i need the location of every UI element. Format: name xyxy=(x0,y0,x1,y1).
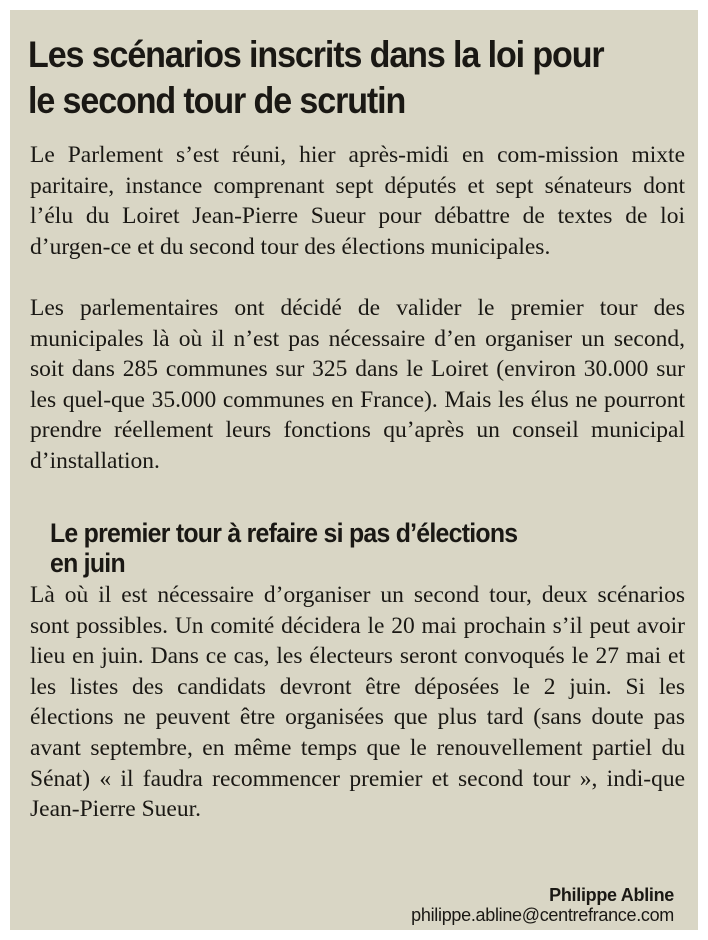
author-email: philippe.abline@centrefrance.com xyxy=(411,905,674,925)
article-body-first-round xyxy=(30,293,685,477)
article-panel xyxy=(10,10,698,930)
article-headline: Les scénarios inscrits dans la loi pour le second tour de scrutin xyxy=(28,34,604,121)
article-body-scenarios xyxy=(30,580,685,825)
article-body-intro xyxy=(30,140,685,262)
author-signature xyxy=(411,885,674,926)
author-name: Philippe Abline xyxy=(549,885,674,905)
section-subheading: Le premier tour à refaire si pas d’élections en juin xyxy=(50,518,518,578)
paragraph-second-round-scenarios: Là où il est nécessaire d’organiser un second tour, deux scénarios sont possibles. Un comité décidera le 20 mai prochain s’il peut avoir lieu en juin. Dans ce cas, les électeurs seront convoqués le 27 mai et les listes des candidats devront être déposées le 2 juin. Si les élections ne peuvent être organisées que plus tard (sans doute pas avant septembre, en même temps que le renouvellement partiel du Sénat) « il faudra recommencer premier et second tour », indi-que Jean-Pierre Sueur. xyxy=(30,582,685,823)
paragraph-first-round-validation: Les parlementaires ont décidé de valider le premier tour des municipales là où il n’est pas nécessaire d’en organiser un second, soit dans 285 communes sur 325 dans le Loiret (environ 30.000 sur les quel-que 35.000 communes en France). Mais les élus ne pourront prendre réellement leurs fonctions qu’après un conseil municipal d’installation. xyxy=(30,295,685,474)
paragraph-parliament-meeting: Le Parlement s’est réuni, hier après-midi en com-mission mixte paritaire, instance comprenant sept députés et sept sénateurs dont l’élu du Loiret Jean-Pierre Sueur pour débattre de textes de loi d’urgen-ce et du second tour des élections municipales. xyxy=(30,142,685,260)
